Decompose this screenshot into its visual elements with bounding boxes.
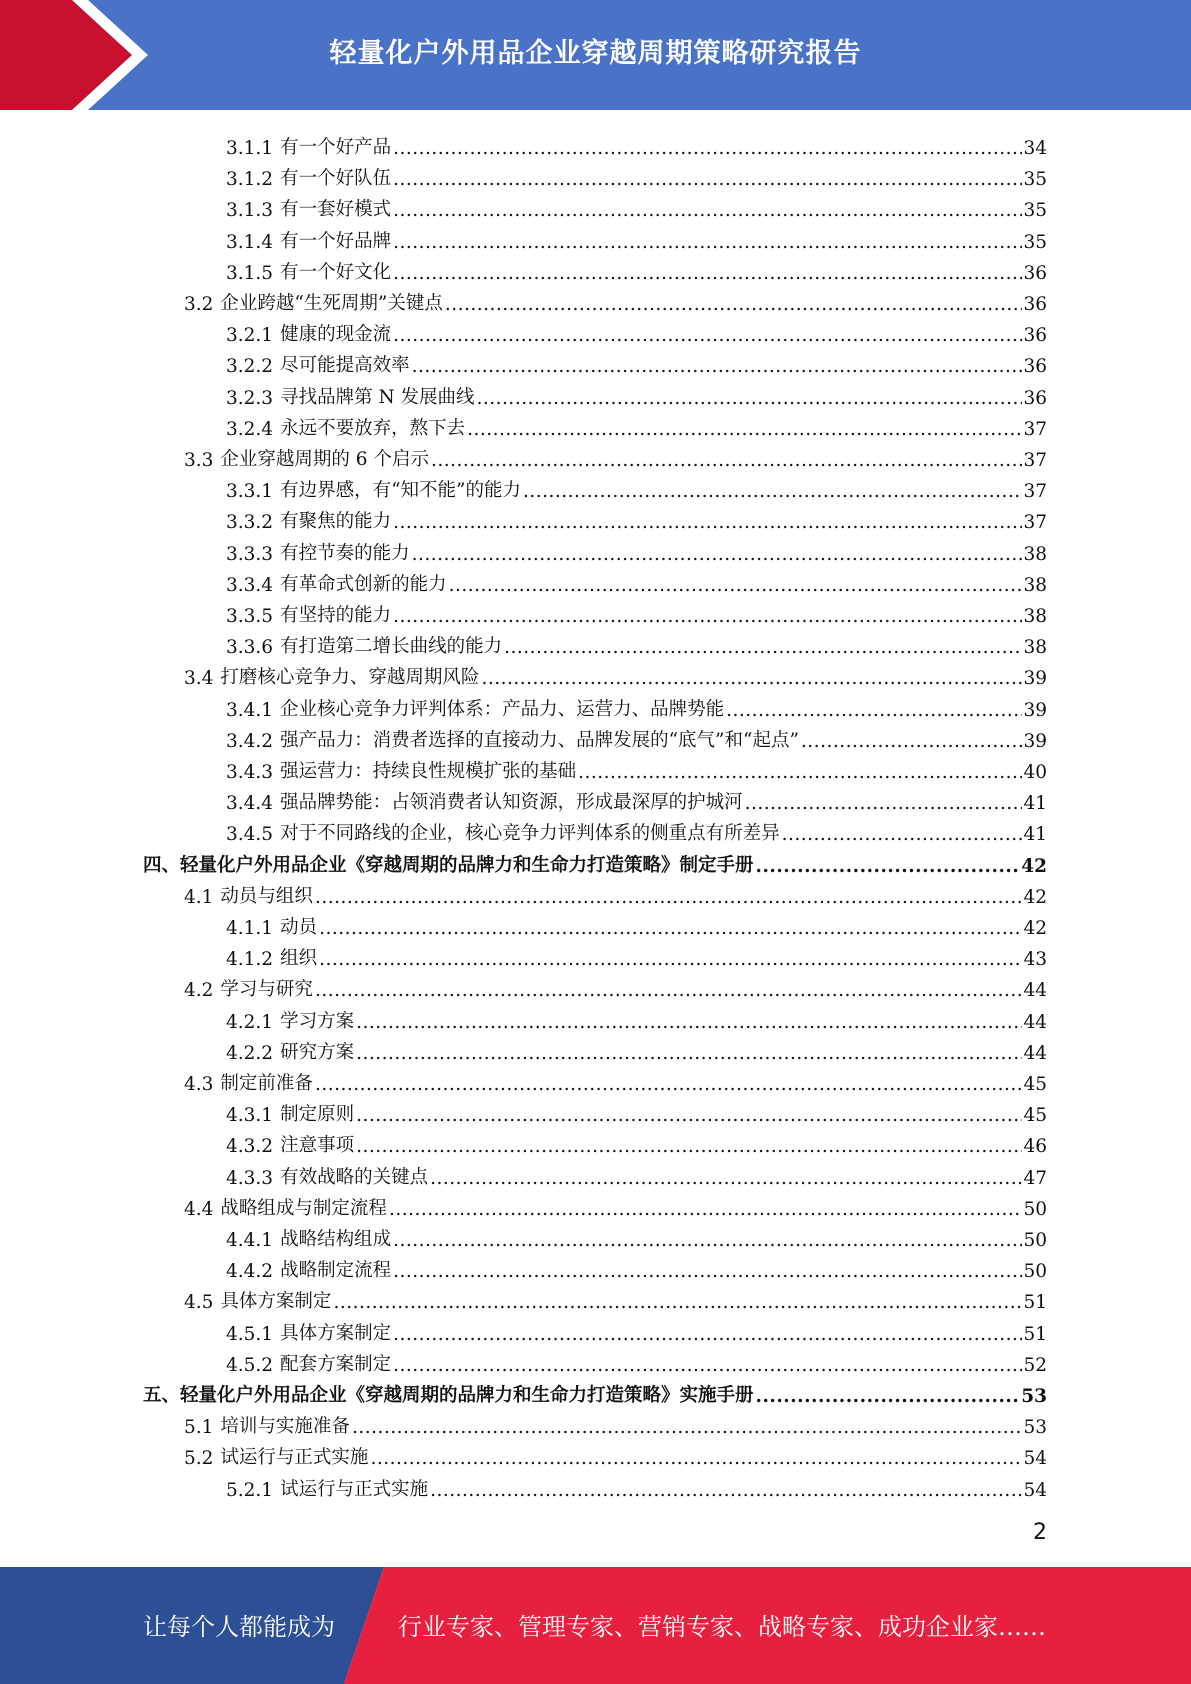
toc-entry[interactable] [226,502,1047,533]
toc-entry[interactable] [226,1314,1047,1345]
toc-entry-page: 52 [1023,1354,1047,1376]
toc-entry[interactable] [226,315,1047,346]
toc-entry[interactable] [226,222,1047,253]
toc-entry[interactable] [184,1189,1047,1220]
toc-entry-title: 强运营力：持续良性规模扩张的基础 [280,761,577,782]
toc-entry-page: 51 [1023,1292,1047,1314]
toc-entry[interactable] [226,596,1047,627]
toc-entry[interactable] [226,253,1047,284]
toc-entry[interactable] [226,814,1047,845]
toc-entry-title: 制定前准备 [220,1073,313,1094]
toc-entry-title: 永远不要放弃，熬下去 [280,417,466,439]
toc-entry-title: 尽可能提高效率 [280,355,410,377]
toc-entry-title: 战略制定流程 [280,1260,392,1282]
toc-leader-dots [319,918,1022,939]
toc-entry-number: 5.2 [184,1448,214,1470]
toc-entry-page: 40 [1023,762,1047,783]
toc-entry-title: 企业核心竞争力评判体系：产品力、运营力、品牌势能 [280,698,725,720]
toc-leader-dots [393,138,1022,159]
toc-entry-page: 34 [1023,138,1047,159]
toc-entry-number: 3.4.2 [226,730,274,752]
toc-entry-title: 动员与组织 [220,885,313,907]
toc-entry[interactable] [184,658,1047,689]
page-number: 2 [1033,1520,1047,1545]
toc-entry-page: 37 [1023,512,1047,534]
toc-entry-page: 50 [1023,1261,1047,1283]
toc-entry[interactable] [184,877,1047,908]
toc-entry-number: 3.1.5 [226,262,274,284]
toc-entry-title: 学习方案 [280,1010,355,1032]
toc-entry[interactable] [226,1095,1047,1126]
toc-leader-dots [445,294,1023,315]
toc-entry-number: 3.4.3 [226,762,274,783]
toc-entry-number: 3.1.1 [226,138,274,159]
toc-leader-dots [315,980,1023,1001]
toc-entry-title: 有坚持的能力 [280,605,392,626]
toc-entry-title: 注意事项 [280,1135,355,1157]
toc-entry-number: 3.3.5 [226,606,274,627]
toc-entry-title: 有一个好产品 [280,137,392,158]
toc-entry-number: 3.4 [184,668,214,690]
toc-entry-page: 54 [1023,1479,1047,1501]
toc-entry-page: 45 [1023,1074,1047,1095]
toc-entry-title: 强品牌势能：占领消费者认知资源，形成最深厚的护城河 [280,792,743,814]
toc-leader-dots [393,1324,1022,1345]
toc-entry-page: 38 [1023,637,1047,659]
toc-entry[interactable] [226,1033,1047,1064]
toc-entry-page: 37 [1023,418,1047,440]
toc-entry[interactable] [226,190,1047,221]
toc-entry-title: 有一套好模式 [280,199,392,221]
toc-entry-title: 健康的现金流 [280,324,392,346]
toc-entry[interactable] [184,1064,1047,1095]
toc-leader-dots [352,1417,1023,1438]
toc-entry[interactable] [226,1158,1047,1189]
toc-leader-dots [356,1136,1022,1157]
toc-entry-title: 有一个好文化 [280,261,392,283]
toc-entry-page: 51 [1023,1323,1047,1345]
toc-entry-number: 3.2 [184,294,214,315]
toc-entry-title: 研究方案 [280,1041,355,1063]
toc-leader-dots [430,1480,1022,1501]
toc-entry-page: 46 [1023,1136,1047,1158]
toc-entry[interactable] [143,846,1047,877]
toc-entry-page: 39 [1023,730,1047,752]
toc-entry-page: 42 [1023,886,1047,908]
toc-entry-page: 36 [1023,356,1047,378]
toc-entry[interactable] [226,346,1047,377]
toc-entry-number: 4.1.2 [226,949,274,971]
toc-entry-page: 38 [1023,606,1047,627]
toc-entry-page: 50 [1023,1230,1047,1251]
header-title: 轻量化户外用品企业穿越周期策略研究报告 [329,38,862,69]
toc-entry-title: 有一个好品牌 [280,230,392,252]
toc-entry-page: 50 [1023,1198,1047,1220]
toc-entry-title: 试运行与正式实施 [280,1478,429,1500]
toc-entry-title: 企业跨越“生死周期”关键点 [220,293,443,314]
toc-entry-number: 4.3.3 [226,1167,274,1189]
toc-entry-number: 3.4.4 [226,793,274,815]
toc-entry-number: 3.4.5 [226,824,274,846]
toc-entry-title: 具体方案制定 [280,1322,392,1344]
toc-entry[interactable] [226,128,1047,159]
toc-leader-dots [315,887,1023,908]
toc-entry-number: 3.3.4 [226,574,274,596]
toc-leader-dots [356,1012,1022,1033]
toc-entry-number: 3.2.1 [226,325,274,347]
toc-entry[interactable] [226,752,1047,783]
toc-entry[interactable] [226,159,1047,190]
toc-entry-page: 53 [1021,1386,1047,1407]
toc-entry-title: 组织 [280,948,318,970]
toc-leader-dots [412,356,1023,377]
toc-entry-title: 学习与研究 [220,979,313,1001]
toc-entry[interactable] [184,970,1047,1001]
page-header [0,0,1191,110]
toc-entry-page: 37 [1023,450,1047,471]
toc-entry-number: 4.4 [184,1198,214,1220]
toc-entry-title: 有控节奏的能力 [280,542,410,564]
toc-entry-page: 38 [1023,574,1047,596]
toc-entry[interactable] [143,1376,1047,1407]
toc-entry[interactable] [226,534,1047,565]
toc-entry-title: 寻找品牌第 N 发展曲线 [280,386,475,408]
toc-entry-number: 4.3.1 [226,1105,274,1127]
toc-leader-dots [782,824,1023,845]
toc-entry-title: 对于不同路线的企业，核心竞争力评判体系的侧重点有所差异 [280,823,780,845]
toc-entry-page: 35 [1023,200,1047,222]
toc-entry[interactable] [184,1407,1047,1438]
toc-entry-page: 41 [1023,793,1047,815]
toc-leader-dots [412,544,1023,565]
toc-entry[interactable] [226,471,1047,502]
toc-entry-number: 3.2.3 [226,387,274,409]
toc-entry-number: 4.3 [184,1074,214,1095]
toc-entry-title: 战略组成与制定流程 [220,1197,387,1219]
toc-entry-number: 3.3 [184,450,214,471]
toc-entry-page: 42 [1021,855,1047,877]
toc-entry-page: 35 [1023,169,1047,191]
toc-entry-page: 39 [1023,668,1047,690]
toc-entry-page: 36 [1023,262,1047,284]
toc-entry-number: 5.1 [184,1417,214,1439]
toc-leader-dots [393,169,1022,190]
toc-leader-dots [523,481,1022,502]
toc-leader-dots [393,200,1022,221]
toc-leader-dots [393,1355,1022,1376]
toc-entry[interactable] [184,284,1047,315]
toc-entry[interactable] [226,939,1047,970]
toc-entry-title: 制定原则 [280,1104,355,1126]
toc-entry-title: 有边界感，有“知不能”的能力 [280,480,521,502]
toc-entry-number: 3.1.2 [226,169,274,191]
toc-leader-dots [315,1074,1023,1095]
toc-entry[interactable] [226,1470,1047,1501]
toc-entry-page: 38 [1023,543,1047,565]
toc-leader-dots [389,1199,1023,1220]
toc-entry[interactable] [184,440,1047,471]
toc-entry[interactable] [226,1345,1047,1376]
toc-entry-title: 培训与实施准备 [220,1416,350,1438]
toc-entry-page: 37 [1023,481,1047,503]
toc-entry-number: 3.4.1 [226,699,274,721]
toc-leader-dots [504,637,1022,658]
toc-entry-title: 五、轻量化户外用品企业《穿越周期的品牌力和生命力打造策略》实施手册 [143,1385,754,1406]
toc-leader-dots [801,731,1023,752]
toc-entry-number: 4.2.2 [226,1042,274,1064]
toc-leader-dots [481,668,1022,689]
toc-entry-title: 战略结构组成 [280,1229,392,1250]
toc-entry-number: 4.1 [184,886,214,908]
toc-leader-dots [431,450,1022,471]
toc-leader-dots [393,1230,1022,1251]
toc-leader-dots [467,419,1022,440]
toc-entry[interactable] [226,783,1047,814]
toc-leader-dots [393,325,1022,346]
toc-leader-dots [356,1105,1022,1126]
toc-entry[interactable] [226,627,1047,658]
toc-leader-dots [333,1292,1022,1313]
toc-entry-page: 44 [1023,1042,1047,1064]
toc-entry-page: 44 [1023,980,1047,1002]
toc-entry-number: 5.2.1 [226,1479,274,1501]
toc-entry-number: 4.3.2 [226,1136,274,1158]
toc-entry[interactable] [226,721,1047,752]
toc-entry-page: 45 [1023,1105,1047,1127]
toc-entry-page: 35 [1023,231,1047,253]
footer-slogan-right: 行业专家、管理专家、营销专家、战略专家、成功企业家…… [398,1613,1046,1641]
toc-leader-dots [319,949,1022,970]
toc-entry-number: 4.5.1 [226,1323,274,1345]
toc-leader-dots [393,1261,1022,1282]
toc-entry-number: 3.3.6 [226,637,274,659]
toc-entry[interactable] [184,1282,1047,1313]
toc-entry-page: 41 [1023,824,1047,846]
toc-entry-page: 42 [1023,918,1047,939]
toc-entry[interactable] [226,409,1047,440]
toc-entry-title: 有聚焦的能力 [280,511,392,533]
toc-entry[interactable] [226,690,1047,721]
toc-entry-number: 3.3.3 [226,543,274,565]
toc-entry-title: 有效战略的关键点 [280,1166,429,1188]
toc-leader-dots [370,1448,1022,1469]
toc-entry-page: 36 [1023,387,1047,409]
toc-entry-title: 有一个好队伍 [280,168,392,190]
toc-entry-number: 4.4.1 [226,1230,274,1251]
toc-entry[interactable] [226,1126,1047,1157]
toc-entry[interactable] [226,565,1047,596]
toc-entry-title: 四、轻量化户外用品企业《穿越周期的品牌力和生命力打造策略》制定手册 [143,854,754,876]
toc-entry-page: 47 [1023,1167,1047,1189]
toc-entry-title: 配套方案制定 [280,1353,392,1375]
toc-entry-number: 3.1.4 [226,231,274,253]
toc-entry-number: 4.5 [184,1292,214,1314]
toc-leader-dots [393,512,1022,533]
toc-entry[interactable] [226,908,1047,939]
toc-leader-dots [745,793,1023,814]
toc-entry[interactable] [226,1251,1047,1282]
toc-entry-title: 打磨核心竞争力、穿越周期风险 [220,667,480,689]
toc-entry-page: 36 [1023,294,1047,315]
toc-entry-number: 4.2 [184,980,214,1002]
toc-entry-number: 3.2.2 [226,356,274,378]
toc-leader-dots [393,232,1022,253]
toc-leader-dots [393,263,1022,284]
toc-entry-page: 54 [1023,1448,1047,1470]
toc-entry-number: 3.1.3 [226,200,274,222]
toc-entry-title: 有革命式创新的能力 [280,573,447,595]
toc-entry[interactable] [184,1438,1047,1469]
toc-entry-title: 强产品力：消费者选择的直接动力、品牌发展的“底气”和“起点” [280,729,799,751]
toc-entry-title: 试运行与正式实施 [220,1447,369,1469]
toc-entry-number: 3.3.1 [226,481,274,503]
toc-leader-dots [449,575,1023,596]
toc-entry-number: 4.5.2 [226,1354,274,1376]
toc-leader-dots [578,762,1022,783]
toc-entry-number: 3.2.4 [226,418,274,440]
toc-leader-dots [477,388,1023,409]
toc-entry-title: 企业穿越周期的 6 个启示 [220,449,429,470]
toc-entry-page: 43 [1023,949,1047,971]
toc-leader-dots [756,1386,1021,1407]
toc-leader-dots [393,606,1022,627]
toc-entry-page: 36 [1023,325,1047,347]
toc-entry[interactable] [226,1002,1047,1033]
toc-leader-dots [430,1168,1022,1189]
toc-entry-number: 4.4.2 [226,1261,274,1283]
toc-entry-number: 4.2.1 [226,1011,274,1033]
toc-entry[interactable] [226,1220,1047,1251]
toc-entry-title: 动员 [280,917,318,938]
toc-entry-page: 53 [1023,1417,1047,1439]
toc-leader-dots [726,700,1022,721]
toc-entry-title: 具体方案制定 [220,1291,332,1313]
toc-entry-page: 44 [1023,1011,1047,1033]
toc-entry-number: 4.1.1 [226,918,274,939]
footer-slogan-left: 让每个人都能成为 [143,1613,335,1641]
toc-leader-dots [756,856,1021,877]
toc-entry[interactable] [226,378,1047,409]
toc-entry-title: 有打造第二增长曲线的能力 [280,636,503,658]
toc-entry-number: 3.3.2 [226,512,274,534]
toc-leader-dots [356,1043,1022,1064]
toc-entry-page: 39 [1023,699,1047,721]
page-footer [0,1567,1191,1684]
